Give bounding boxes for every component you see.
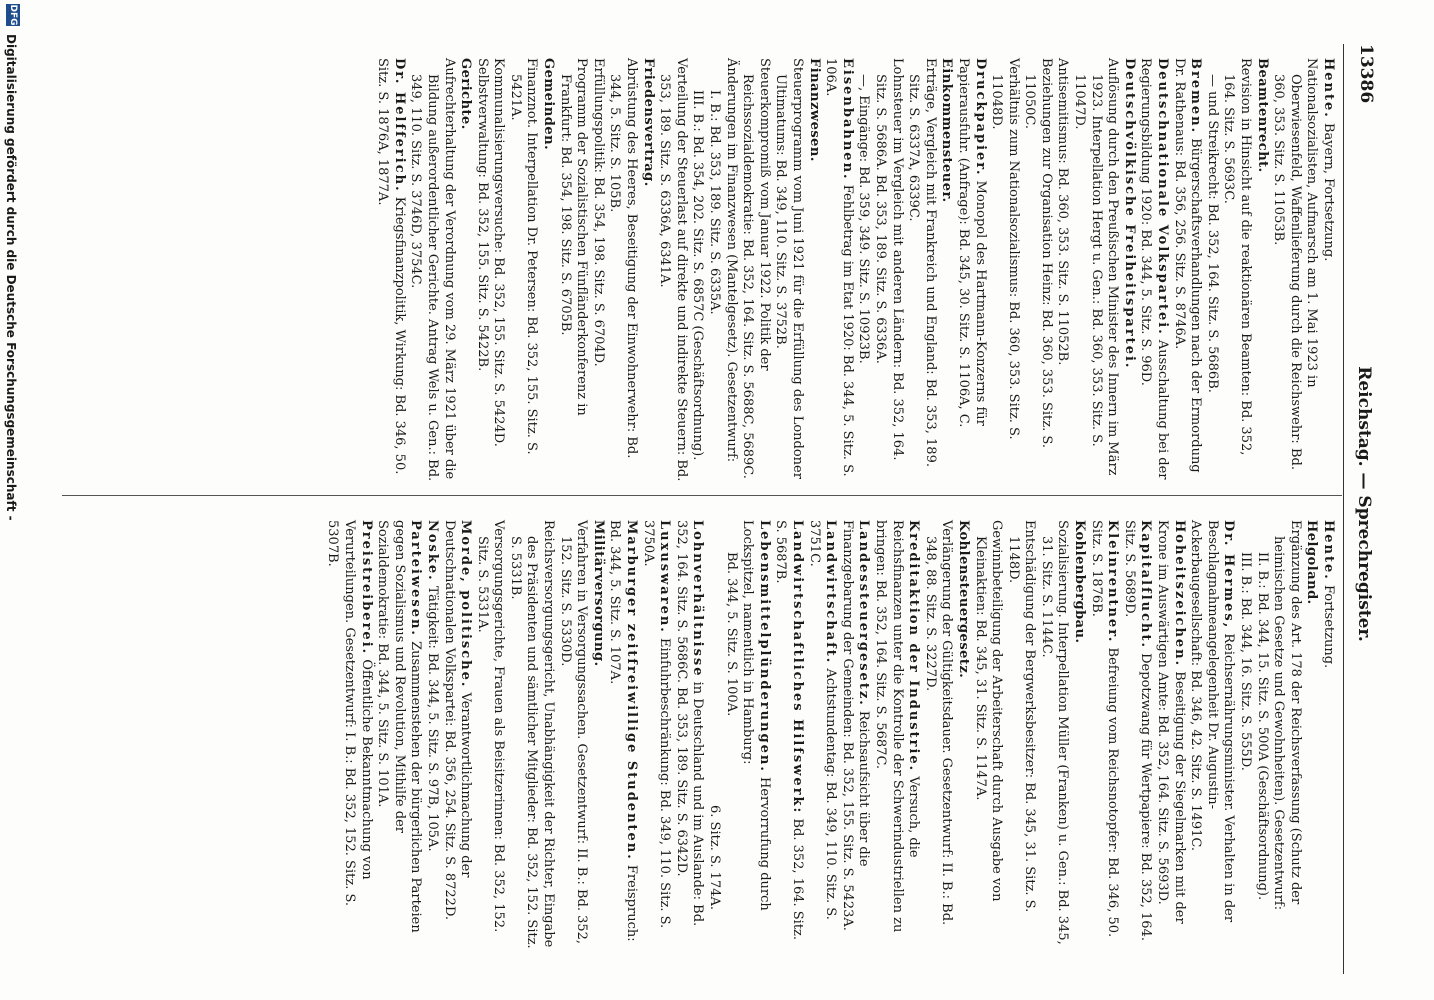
register-entry (506, 520, 556, 950)
entry-text: —, Eingänge: Bd. 359, 349. Sitz. S. 10923B. (856, 74, 872, 364)
left-column (374, 58, 1336, 483)
entry-text: Fortsetzung. (1321, 580, 1336, 669)
entry-text: Entschädigung der Bergwerksbesitzer: Bd. 345, 31. Sitz. S. 1148D. (1005, 520, 1038, 913)
entry-text: Beamtenrecht. (1254, 58, 1270, 173)
register-entry (988, 58, 1021, 483)
header-rule (1343, 44, 1344, 974)
register-entry (1270, 58, 1320, 483)
register-entry (556, 58, 589, 483)
entry-text: Bd. 352, 164. Sitz. S. 5687B. (773, 520, 805, 941)
entry-text: Freispruch: Bd. 344, 5. Sitz. S. 107A. (607, 520, 640, 942)
entry-text: Monopol des Hartmann-Konzerns für Papierausfuhr. (Anfrage): Bd. 345, 30. Sitz. S. 1106A, C. (955, 58, 988, 428)
entry-text: Änderungen im Finanzwesen (Mantelgesetz). Gesetzentwurf: (723, 58, 739, 463)
entry-text: Hervorrufung durch Lockspitzel, namentlich in Hamburg: (740, 520, 772, 911)
entry-text: 6. Sitz. S. 174A. (707, 805, 723, 910)
entry-text: Versuch, die Reichsfinanzen unter die Kontrolle der Schwerindustriellen zu bringen: Bd. 352, 164. Sitz. S. 5687C. (872, 520, 922, 933)
entry-text: Einkommensteuer. (939, 58, 955, 203)
entry-text: Versorgungsgerichte, Frauen als Beisitzerinnen: Bd. 352, 152. Sitz. S. 5331A. (474, 520, 507, 933)
register-entry (722, 520, 739, 950)
entry-keyword: Dr. Hermes, (1221, 520, 1237, 630)
register-entry (805, 520, 838, 950)
register-entry (1170, 58, 1203, 483)
register-entry (705, 520, 722, 950)
entry-text: Achtstundentag: Bd. 349, 110. Sitz. S. 3751C. (806, 520, 839, 920)
entry-keyword: Landwirtschaftliches Hilfswerk: (790, 520, 805, 815)
register-entry (1253, 520, 1270, 950)
register-entry (1236, 520, 1253, 950)
entry-keyword: Druckpapier. (972, 58, 988, 177)
entry-text: Gerichte. (458, 58, 474, 130)
register-entry (1153, 520, 1186, 950)
entry-keyword: Kleinrentner. (1105, 520, 1121, 644)
entry-keyword: Kreditaktion der Industrie. (906, 520, 922, 773)
register-entry (722, 58, 739, 483)
entry-keyword: Dr. Helfferich. (391, 58, 407, 193)
entry-keyword: Lebensmittelplünderungen. (756, 520, 772, 773)
entry-text: Verhältnis zum Nationalsozialismus: Bd. 360, 353. Sitz. S. 11048D. (989, 58, 1021, 440)
register-entry (589, 520, 606, 950)
entry-keyword: Marburger zeitfreiwillige Studenten. (624, 520, 640, 861)
register-entry (540, 58, 557, 483)
entry-text: Programm der Sozialistischen Fünfländerkonferenz in Frankfurt: Bd. 354, 198. Sitz. S. 6705B. (557, 58, 590, 416)
register-entry (1087, 520, 1120, 950)
entry-text: Tätigkeit: Bd. 344, 5. Sitz. S. 97B, 105A. (424, 581, 440, 852)
entry-text: Finanznot. Interpellation Dr. Petersen: Bd. 352, 155. Sitz. S. 5421A. (507, 58, 540, 455)
entry-text: Kohlensteuergesetz. (955, 520, 971, 679)
register-entry (423, 520, 440, 950)
entry-keyword: Preistreiberei. (358, 520, 374, 656)
register-entry (606, 520, 639, 950)
entry-text: Finanzwesen. (806, 58, 822, 162)
entry-text: Nationalsozialisten, Aufmarsch am 1. Mai 1923 in Oberwiesenfeld, Waffenlieferung durch die Reichswehr: Bd. 360, 353. Sitz. S. 11053B. (1271, 58, 1320, 470)
dfg-logo: DFG (8, 4, 18, 26)
entry-keyword: Landwirtschaft. (823, 520, 839, 665)
entry-text: Verlängerung der Gültigkeitsdauer. Gesetzentwurf: II. B.: Bd. 348, 88. Sitz. S. 3227D. (922, 520, 955, 926)
register-entry (822, 58, 855, 483)
register-entry (656, 58, 689, 483)
page-title: Reichstag. — Sprechregister. (1354, 366, 1374, 642)
entry-keyword: Lohnverhältnisse (690, 520, 706, 678)
entry-keyword: Hente. (1321, 58, 1336, 119)
register-entry (1037, 520, 1070, 950)
entry-text: Bayern, Fortsetzung. (1321, 118, 1336, 262)
register-entry (739, 520, 772, 950)
entry-text: Helgoland. (1304, 520, 1320, 605)
register-entry (689, 58, 706, 483)
register-entry (1071, 520, 1088, 950)
register-entry (589, 58, 606, 483)
register-entry (1004, 520, 1037, 950)
entry-text: Beziehungen zur Organisation Heinz: Bd. 360, 353. Sitz. S. 11050C. (1022, 58, 1054, 448)
entry-text: Kohlenbergbau. (1072, 520, 1088, 644)
digitization-footer (0, 0, 28, 1000)
entry-text: Kommunalisierungsversuche: Bd. 352, 155. Sitz. S. 5424D. (491, 58, 507, 447)
register-entry (871, 58, 904, 483)
register-entry (374, 58, 407, 483)
entry-text: Öffentliche Bekanntmachung von Verurteilungen. Gesetzentwurf: I. B.: Bd. 352, 152. Sitz. S. 5307B. (325, 520, 374, 907)
register-entry (971, 520, 1004, 950)
entry-text: I. B.: Bd. 353, 189. Sitz. S. 6335A. (707, 90, 723, 315)
entry-text: Steuerkompromiß vom Januar 1922. Politik der Reichssozialdemokratie: Bd. 352, 164. Sitz. S. 5688C, 5689C. (740, 58, 772, 479)
entry-text: Ergänzung des Art. 178 der Reichsverfassung (Schutz der heimischen Gesetze und Gewohnheiten). Gesetzentwurf: (1271, 520, 1303, 911)
register-entry (1187, 520, 1237, 950)
entry-text: Befreiung vom Reichsnotopfer: Bd. 346, 50. Sitz. S. 1876B. (1088, 520, 1121, 938)
register-entry (1319, 58, 1336, 483)
register-entry (1137, 58, 1170, 483)
entry-keyword: Hoheitszeichen. (1171, 520, 1187, 668)
register-entry (938, 58, 955, 483)
register-entry (705, 58, 722, 483)
entry-keyword: Bremen. (1188, 58, 1204, 135)
column-divider (62, 495, 1342, 496)
entry-keyword: Deutschvölkische Freiheitspartei. (1121, 58, 1137, 370)
entry-text: Militärversorgung. (590, 520, 606, 667)
register-entry (1253, 58, 1270, 483)
entry-text: — und Streikrecht: Bd. 352, 164. Sitz. S. 5686B. (1204, 74, 1220, 393)
register-entry (457, 58, 474, 483)
entry-text: Gemeinden. (541, 58, 557, 151)
register-entry (473, 58, 490, 483)
entry-text: Auflösung durch den Preußischen Minister des Innern im März 1923. Interpellation Hergt u. Gen.: Bd. 360, 353. Sitz. S. 11047D. (1072, 58, 1121, 476)
register-entry (1054, 58, 1071, 483)
entry-text: Reichsversorgungsgericht, Unabhängigkeit der Richter, Eingabe des Präsidenten und sämtlicher Mitglieder: Bd. 352, 152. Sitz. S. 5331B. (507, 520, 557, 949)
entry-text: Revision in Hinsicht auf die reaktionären Beamten: Bd. 352, 164. Sitz. S. 5693C. (1221, 58, 1254, 456)
entry-text: Einfuhrbeschränkung: Bd. 349, 110. Sitz. S. 3750A. (640, 520, 673, 929)
entry-text: Antisemitismus: Bd. 360, 353. Sitz. S. 11052B. (1055, 58, 1071, 366)
register-entry (1220, 58, 1253, 483)
entry-text: Bd. 344, 5. Sitz. S. 100A. (723, 552, 739, 717)
register-entry (1319, 520, 1336, 950)
register-entry (639, 58, 656, 483)
register-entry (871, 520, 921, 950)
entry-text: Selbstverwaltung: Bd. 352, 155. Sitz. S. 5422B. (474, 58, 490, 372)
entry-keyword: Hente. (1321, 520, 1336, 581)
entry-text: Reichsaufsicht über die Finanzgebarung der Gemeinden: Bd. 352, 155. Sitz. S. 5423A. (839, 520, 872, 931)
right-column (324, 520, 1336, 950)
entry-text: III. B.: Bd. 354, 202. Sitz. S. 6857C (Geschäftsordnung). (690, 90, 706, 461)
entry-text: III. B.: Bd. 344, 16. Sitz. S. 555D. (1238, 552, 1254, 771)
entry-text: Erträge, Vergleich mit Frankreich und England: Bd. 353, 189. Sitz. S. 6337A, 6339C. (906, 58, 938, 467)
entry-text: Beseitigung der Siegelmarken mit der Krone im Auswärtigen Amte: Bd. 352, 164. Sitz. S. 5693D. (1155, 520, 1187, 924)
register-entry (374, 520, 424, 950)
register-entry (772, 58, 805, 483)
entry-text: Reichsernährungsminister. Verhalten in der Beschlagnahmeangelegenheit Dr. Augustin-Ackerbaugesellschaft: Bd. 346, 42. Sitz. S. 1491C. (1188, 520, 1237, 923)
entry-keyword: Parteiwesen. (408, 520, 424, 637)
entry-text: II. B.: Bd. 344, 15. Sitz. S. 500A (Geschäftsordnung). (1254, 552, 1270, 901)
entry-text: Sozialisierung. Interpellation Müller (Franken) u. Gen.: Bd. 345, 31. Sitz. S. 1144C. (1038, 520, 1071, 945)
register-entry (606, 58, 639, 483)
register-entry (921, 520, 954, 950)
register-entry (473, 520, 506, 950)
entry-text: Friedensvertrag. (640, 58, 656, 187)
register-entry (1120, 58, 1137, 483)
entry-text: Ausschaltung bei der Regierungsbildung 1920: Bd. 344, 5. Sitz. S. 96D. (1138, 58, 1171, 480)
register-entry (772, 520, 805, 950)
footer-text: Digitalisierung gefördert durch die Deutsche Forschungsgemeinschaft - (4, 34, 18, 521)
register-entry (739, 58, 772, 483)
entry-text: in Deutschland und im Auslande: Bd. 352, 164. Sitz. S. 5686C. Bd. 353, 189. Sitz. S. 6342D. (673, 520, 706, 927)
entry-keyword: Morde, politische. (458, 520, 474, 689)
entry-text: Bürgerschaftsverhandlungen nach der Ermordung Dr. Rathenaus: Bd. 356, 256. Sitz. S. 8746A. (1171, 58, 1204, 473)
entry-text: Gewinnbeteiligung der Arbeiterschaft durch Ausgabe von Kleinaktien: Bd. 345, 31. Sitz. S. 1147A. (972, 520, 1005, 902)
entry-text: Fehlbetrag im Etat 1920: Bd. 344, 5. Sitz. S. 106A. (823, 58, 855, 477)
register-entry (324, 520, 374, 950)
entry-text: Verteilung der Steuerlast auf direkte und indirekte Steuern: Bd. 353, 189. Sitz. S. 6336A, 6341A. (657, 58, 689, 482)
register-entry (672, 520, 705, 950)
register-entry (556, 520, 589, 950)
register-entry (954, 520, 971, 950)
register-entry (506, 58, 539, 483)
entry-keyword: Noske. (424, 520, 440, 582)
register-entry (1203, 58, 1220, 483)
entry-text: Steuerprogramm vom Juni 1921 für die Erfüllung des Londoner Ultimatums: Bd. 349, 110. Sitz. S. 3752B. (773, 58, 805, 479)
entry-text: Abrüstung des Heeres, Beseitigung der Einwohnerwehr: Bd. 344, 5. Sitz. S. 105B. (607, 58, 640, 459)
register-entry (407, 58, 457, 483)
register-entry (1270, 520, 1303, 950)
register-entry (855, 58, 872, 483)
entry-text: Depotzwang für Wertpapiere: Bd. 352, 164. Sitz. S. 5689D. (1121, 520, 1154, 941)
register-entry (1303, 520, 1320, 950)
register-entry (490, 58, 507, 483)
running-header (1346, 44, 1376, 964)
register-entry (905, 58, 938, 483)
entry-keyword: Deutschnationale Volkspartei. (1155, 58, 1171, 336)
entry-text: Zusammenstehen der bürgerlichen Parteien gegen Sozialismus und Revolution, Mithilfe der Sozialdemokratie: Bd. 344, 5. Sitz. S. 101A. (375, 520, 424, 933)
page-number: 13386 (1356, 44, 1376, 104)
entry-text: Kriegsfinanzpolitik, Wirkung: Bd. 346, 50. Sitz. S. 1876A, 1877A. (375, 58, 407, 475)
entry-keyword: Kapitalflucht. (1138, 520, 1154, 649)
register-entry (639, 520, 672, 950)
register-entry (1071, 58, 1121, 483)
entry-text: Lohnsteuer im Vergleich mit anderen Ländern: Bd. 352, 164. Sitz. S. 5686A. Bd. 353, 189. Sitz. S. 6336A. (872, 58, 905, 461)
entry-text: Aufrechterhaltung der Verordnung vom 29. März 1921 über die Bildung außerordentlicher Gerichte. Antrag Wels u. Gen.: Bd. 349, 110. Sitz. S. 3746D, 3754C. (408, 58, 457, 482)
register-entry (954, 58, 987, 483)
register-entry (1120, 520, 1153, 950)
entry-keyword: Eisenbahnen. (839, 58, 855, 181)
entry-keyword: Landessteuergesetz. (856, 520, 872, 707)
entry-text: Verantwortlichmachung der Deutschnationalen Volkspartei: Bd. 356, 254. Sitz. S. 8722D. (441, 520, 474, 921)
entry-keyword: Luxuswaren. (657, 520, 673, 634)
register-entry (440, 520, 473, 950)
register-entry (1021, 58, 1054, 483)
register-entry (805, 58, 822, 483)
entry-text: Erfüllungspolitik: Bd. 354, 198. Sitz. S. 6704D. (590, 58, 606, 367)
register-entry (838, 520, 871, 950)
entry-text: Verfahren in Versorgungssachen. Gesetzentwurf: II. B.: Bd. 352, 152. Sitz. S. 5330D. (557, 520, 590, 945)
